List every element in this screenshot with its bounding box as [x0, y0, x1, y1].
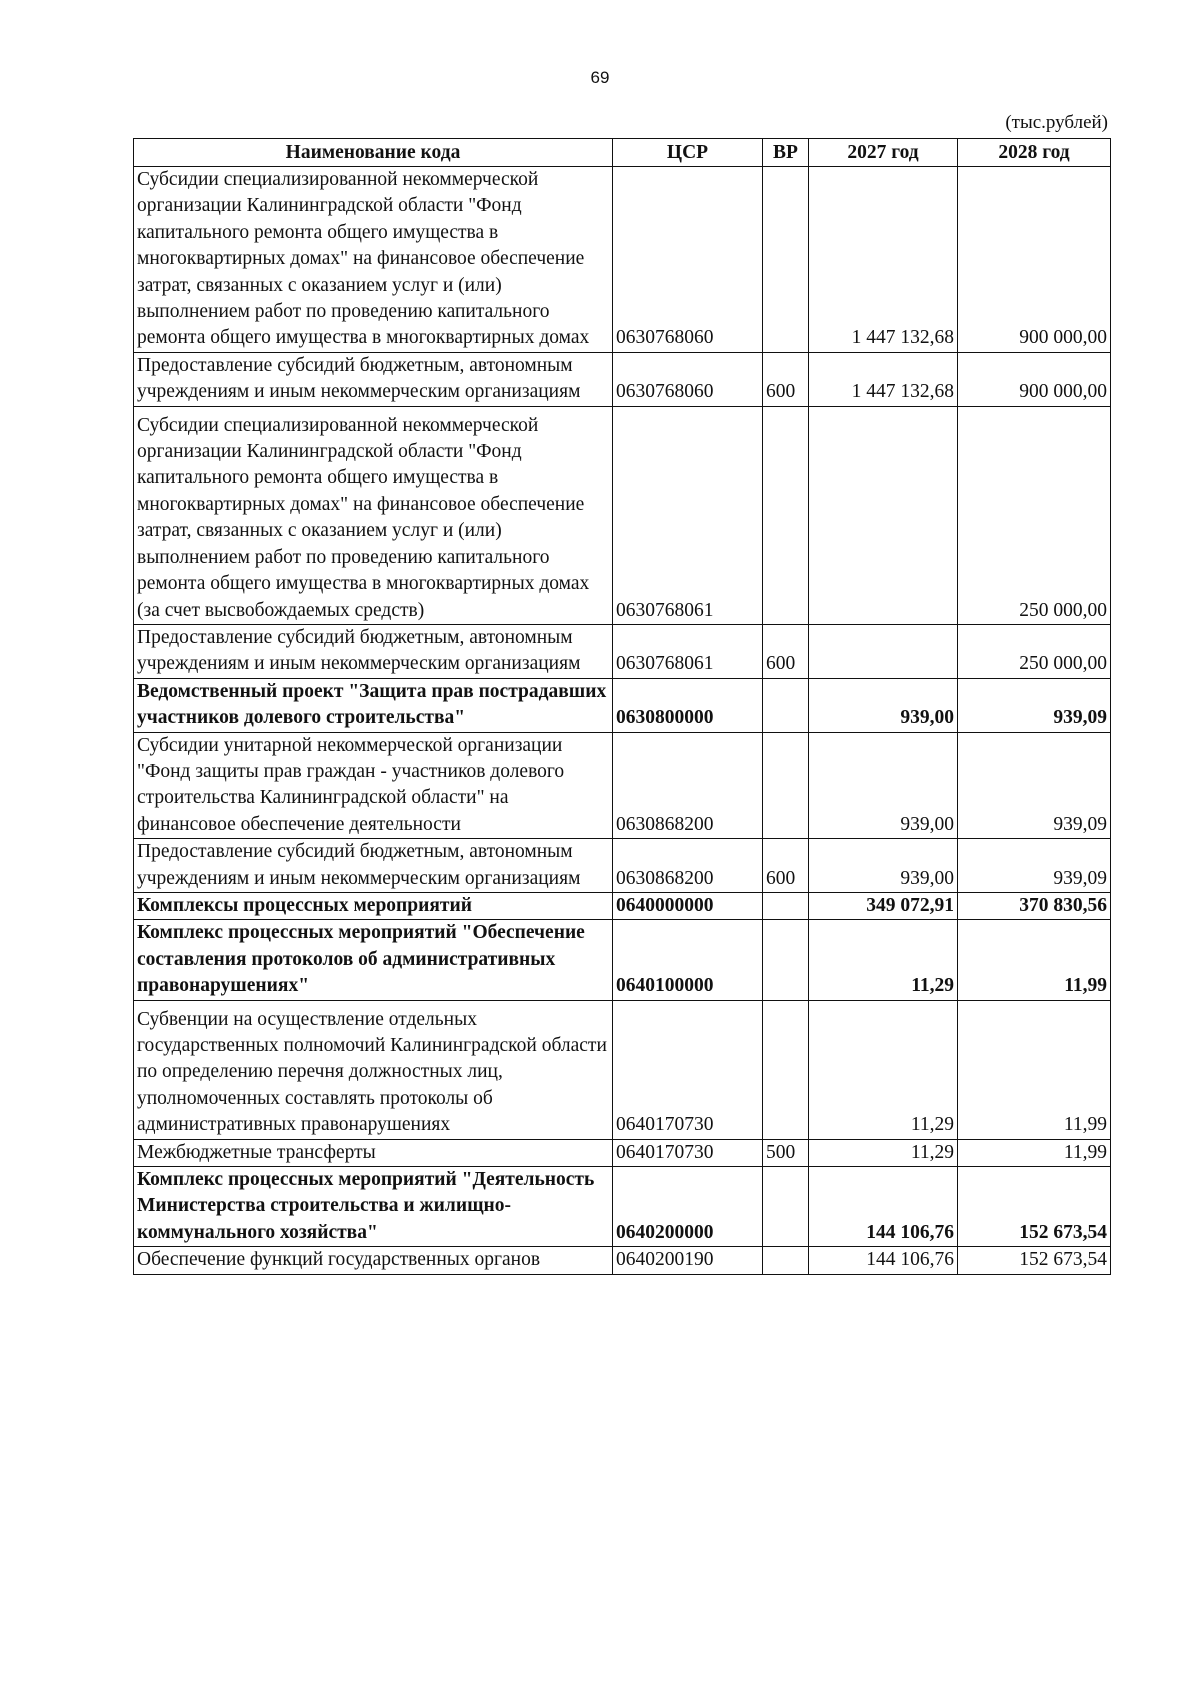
table-row	[134, 1139, 1111, 1166]
row-2027: 1 447 132,68	[809, 352, 958, 406]
row-vr	[763, 920, 809, 1000]
row-2028: 152 673,54	[958, 1167, 1111, 1247]
row-csr: 0640100000	[613, 920, 763, 1000]
table-row	[134, 839, 1111, 893]
table-row	[134, 406, 1111, 624]
table-row	[134, 624, 1111, 678]
table-row	[134, 167, 1111, 353]
row-2028: 900 000,00	[958, 352, 1111, 406]
row-name: Предоставление субсидий бюджетным, автономным учреждениям и иным некоммерческим организациям	[134, 352, 613, 406]
row-name: Субсидии специализированной некоммерческой организации Калининградской области "Фонд капитального ремонта общего имущества в многоквартирных домах" на финансовое обеспечение затрат, связанных с оказанием услуг и (или) выполнением работ по проведению капитального ремонта общего имущества в многоквартирных домах (за счет высвобождаемых средств)	[134, 406, 613, 624]
row-csr: 0630868200	[613, 839, 763, 893]
row-csr: 0640200000	[613, 1167, 763, 1247]
header-csr: ЦСР	[613, 139, 763, 167]
table-row	[134, 732, 1111, 839]
row-vr	[763, 678, 809, 732]
row-2027: 939,00	[809, 839, 958, 893]
row-name: Ведомственный проект "Защита прав пострадавших участников долевого строительства"	[134, 678, 613, 732]
row-csr: 0640170730	[613, 1139, 763, 1166]
row-2027: 939,00	[809, 732, 958, 839]
row-name: Предоставление субсидий бюджетным, автономным учреждениям и иным некоммерческим организациям	[134, 839, 613, 893]
table-row	[134, 1247, 1111, 1274]
row-vr: 600	[763, 624, 809, 678]
row-vr: 500	[763, 1139, 809, 1166]
row-csr: 0640170730	[613, 1000, 763, 1139]
table-header-row	[134, 139, 1111, 167]
row-vr	[763, 1000, 809, 1139]
table-row	[134, 892, 1111, 919]
row-2027	[809, 406, 958, 624]
row-2027: 11,29	[809, 920, 958, 1000]
table-row	[134, 1000, 1111, 1139]
row-vr: 600	[763, 352, 809, 406]
row-vr	[763, 1167, 809, 1247]
row-2028: 900 000,00	[958, 167, 1111, 353]
row-vr	[763, 406, 809, 624]
row-2028: 11,99	[958, 920, 1111, 1000]
row-name: Субсидии специализированной некоммерческой организации Калининградской области "Фонд капитального ремонта общего имущества в многоквартирных домах" на финансовое обеспечение затрат, связанных с оказанием услуг и (или) выполнением работ по проведению капитального ремонта общего имущества в многоквартирных домах	[134, 167, 613, 353]
row-2028: 250 000,00	[958, 406, 1111, 624]
row-2028: 11,99	[958, 1139, 1111, 1166]
row-csr: 0630800000	[613, 678, 763, 732]
row-2028: 939,09	[958, 732, 1111, 839]
row-csr: 0630768060	[613, 167, 763, 353]
row-vr	[763, 1247, 809, 1274]
row-name: Комплекс процессных мероприятий "Деятельность Министерства строительства и жилищно-коммунального хозяйства"	[134, 1167, 613, 1247]
table-row	[134, 1167, 1111, 1247]
row-csr: 0630768060	[613, 352, 763, 406]
row-2027: 349 072,91	[809, 892, 958, 919]
row-name: Комплекс процессных мероприятий "Обеспечение составления протоколов об административных правонарушениях"	[134, 920, 613, 1000]
table-row	[134, 352, 1111, 406]
row-2027: 1 447 132,68	[809, 167, 958, 353]
row-vr: 600	[763, 839, 809, 893]
row-name: Субвенции на осуществление отдельных государственных полномочий Калининградской области по определению перечня должностных лиц, уполномоченных составлять протоколы об административных правонарушениях	[134, 1000, 613, 1139]
row-name: Межбюджетные трансферты	[134, 1139, 613, 1166]
row-2028: 370 830,56	[958, 892, 1111, 919]
header-name: Наименование кода	[134, 139, 613, 167]
row-2027	[809, 624, 958, 678]
row-csr: 0630768061	[613, 406, 763, 624]
row-csr: 0640200190	[613, 1247, 763, 1274]
row-csr: 0640000000	[613, 892, 763, 919]
row-name: Предоставление субсидий бюджетным, автономным учреждениям и иным некоммерческим организациям	[134, 624, 613, 678]
page-number: 69	[590, 68, 610, 87]
row-2027: 11,29	[809, 1000, 958, 1139]
row-2027: 144 106,76	[809, 1247, 958, 1274]
row-2028: 11,99	[958, 1000, 1111, 1139]
row-2027: 144 106,76	[809, 1167, 958, 1247]
row-name: Субсидии унитарной некоммерческой организации "Фонд защиты прав граждан - участников долевого строительства Калининградской области" на финансовое обеспечение деятельности	[134, 732, 613, 839]
row-name: Обеспечение функций государственных органов	[134, 1247, 613, 1274]
units-label: (тыс.рублей)	[1005, 112, 1108, 133]
row-2028: 939,09	[958, 678, 1111, 732]
row-name: Комплексы процессных мероприятий	[134, 892, 613, 919]
row-vr	[763, 892, 809, 919]
row-2027: 939,00	[809, 678, 958, 732]
row-csr: 0630868200	[613, 732, 763, 839]
table-row	[134, 678, 1111, 732]
row-vr	[763, 167, 809, 353]
row-2027: 11,29	[809, 1139, 958, 1166]
header-2028: 2028 год	[958, 139, 1111, 167]
budget-table	[133, 138, 1111, 1275]
row-vr	[763, 732, 809, 839]
header-vr: ВР	[763, 139, 809, 167]
table-row	[134, 920, 1111, 1000]
row-2028: 152 673,54	[958, 1247, 1111, 1274]
row-2028: 939,09	[958, 839, 1111, 893]
row-csr: 0630768061	[613, 624, 763, 678]
header-2027: 2027 год	[809, 139, 958, 167]
row-2028: 250 000,00	[958, 624, 1111, 678]
